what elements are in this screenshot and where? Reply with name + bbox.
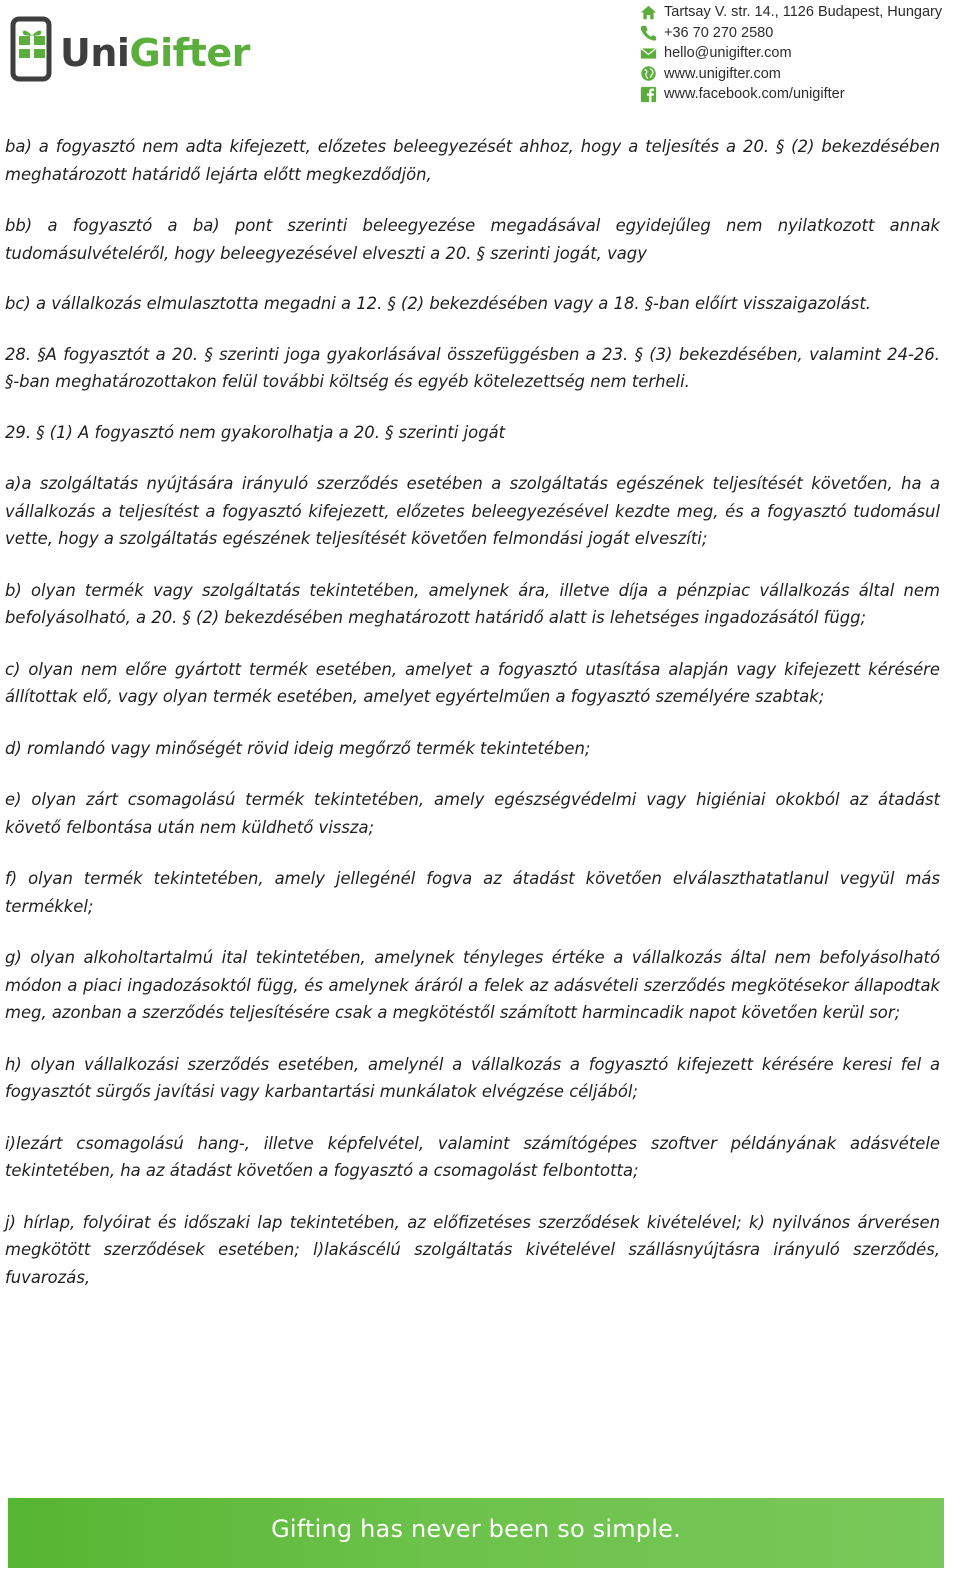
paragraph: bb) a fogyasztó a ba) pont szerinti beleegyezése megadásával egyidejűleg nem nyilatkozott annak tudomásulvételéről, hogy beleegyezésével elveszti a 20. § szerinti jogát, vagy: [5, 216, 940, 263]
footer-tagline: Gifting has never been so simple.: [271, 1515, 681, 1543]
logo-wordmark: [60, 31, 250, 75]
document-body: [5, 133, 940, 1291]
paragraph: b) olyan termék vagy szolgáltatás tekintetében, amelynek ára, illetve díja a pénzpiac vállalkozás által nem befolyásolható, a 20. § (2) bekezdésében meghatározott határidő alatt is lehetséges ingadozásától függ;: [5, 580, 940, 627]
logo-text-uni: Uni: [60, 31, 130, 75]
unigifter-logo: [10, 16, 280, 86]
facebook-icon: [640, 86, 657, 103]
contact-website: [640, 64, 960, 85]
contact-address-text: Tartsay V. str. 14., 1126 Budapest, Hungary: [664, 4, 943, 21]
contact-block: [640, 2, 960, 105]
contact-address: [640, 2, 960, 23]
paragraph: g) olyan alkoholtartalmú ital tekintetében, amelynek tényleges értéke a vállalkozás által nem befolyásolható módon a piaci ingadozásoktól függ, és amelynek áráról a felek az adásvételi szerződés megkötésekor állapodtak meg, azonban a szerződés teljesítésére csak a megkötéstől számított harmincadik napot követően kerül sor;: [5, 948, 940, 1022]
footer-banner: [8, 1498, 944, 1568]
globe-icon: [640, 65, 657, 82]
paragraph: c) olyan nem előre gyártott termék esetében, amelyet a fogyasztó utasítása alapján vagy kifejezett kérésére állítottak elő, vagy olyan termék esetében, amelyet egyértelműen a fogyasztó személyére szabtak;: [5, 659, 940, 706]
home-icon: [640, 4, 657, 21]
paragraph: i)lezárt csomagolású hang-, illetve képfelvétel, valamint számítógépes szoftver példányának adásvétele tekintetében, ha az átadást követően a fogyasztó a csomagolást felbontotta;: [5, 1133, 940, 1180]
paragraph: 29. § (1) A fogyasztó nem gyakorolhatja a 20. § szerinti jogát: [5, 422, 506, 442]
paragraph: d) romlandó vagy minőségét rövid ideig megőrző termék tekintetében;: [5, 738, 591, 758]
paragraph: j) hírlap, folyóirat és időszaki lap tekintetében, az előfizetéses szerződések kivételével; k) nyilvános árverésen megkötött szerződések esetében; l)lakáscélú szolgáltatás kivételével szállásnyújtásra irányuló szerződés, fuvarozás,: [5, 1212, 940, 1287]
contact-facebook-text: www.facebook.com/unigifter: [664, 86, 845, 103]
contact-phone-text: +36 70 270 2580: [664, 24, 774, 41]
contact-website-text: www.unigifter.com: [664, 65, 781, 82]
paragraph: f) olyan termék tekintetében, amely jellegénél fogva az átadást követően elválaszthatatlanul vegyül más termékkel;: [5, 869, 940, 916]
contact-email: [640, 43, 960, 64]
contact-facebook: [640, 84, 960, 105]
paragraph: a)a szolgáltatás nyújtására irányuló szerződés esetében a szolgáltatás egészének teljesítését követően, ha a vállalkozás a teljesítést a fogyasztó kifejezett, előzetes beleegyezésével kezdte meg, és a fogyasztó tudomásul vette, hogy a szolgáltatás egészének teljesítését követően felmondási jogát elveszíti;: [5, 474, 940, 548]
paragraph: e) olyan zárt csomagolású termék tekintetében, amely egészségvédelmi vagy higiéniai okokból az átadást követő felbontása után nem küldhető vissza;: [5, 790, 940, 837]
page-header: [0, 0, 960, 120]
contact-phone: [640, 23, 960, 44]
gift-phone-icon: [10, 16, 54, 82]
paragraph: ba) a fogyasztó nem adta kifejezett, előzetes beleegyezését ahhoz, hogy a teljesítés a 20. § (2) bekezdésében meghatározott határidő lejárta előtt megkezdődjön,: [5, 137, 940, 184]
mail-icon: [640, 45, 657, 62]
paragraph: 28. §A fogyasztót a 20. § szerinti joga gyakorlásával összefüggésben a 23. § (3) bekezdésében, valamint 24-26. §-ban meghatározottakon felül további költség és egyéb kötelezettség nem terheli.: [5, 344, 940, 391]
logo-text-gifter: Gifter: [129, 31, 250, 75]
paragraph: h) olyan vállalkozási szerződés esetében, amelynél a vállalkozás a fogyasztó kifejezett kérésére keresi fel a fogyasztót sürgős javítási vagy karbantartási munkálatok elvégzése céljából;: [5, 1054, 940, 1101]
contact-email-text: hello@unigifter.com: [664, 45, 792, 62]
phone-icon: [640, 24, 657, 41]
paragraph: bc) a vállalkozás elmulasztotta megadni a 12. § (2) bekezdésében vagy a 18. §-ban előírt visszaigazolást.: [5, 294, 871, 313]
